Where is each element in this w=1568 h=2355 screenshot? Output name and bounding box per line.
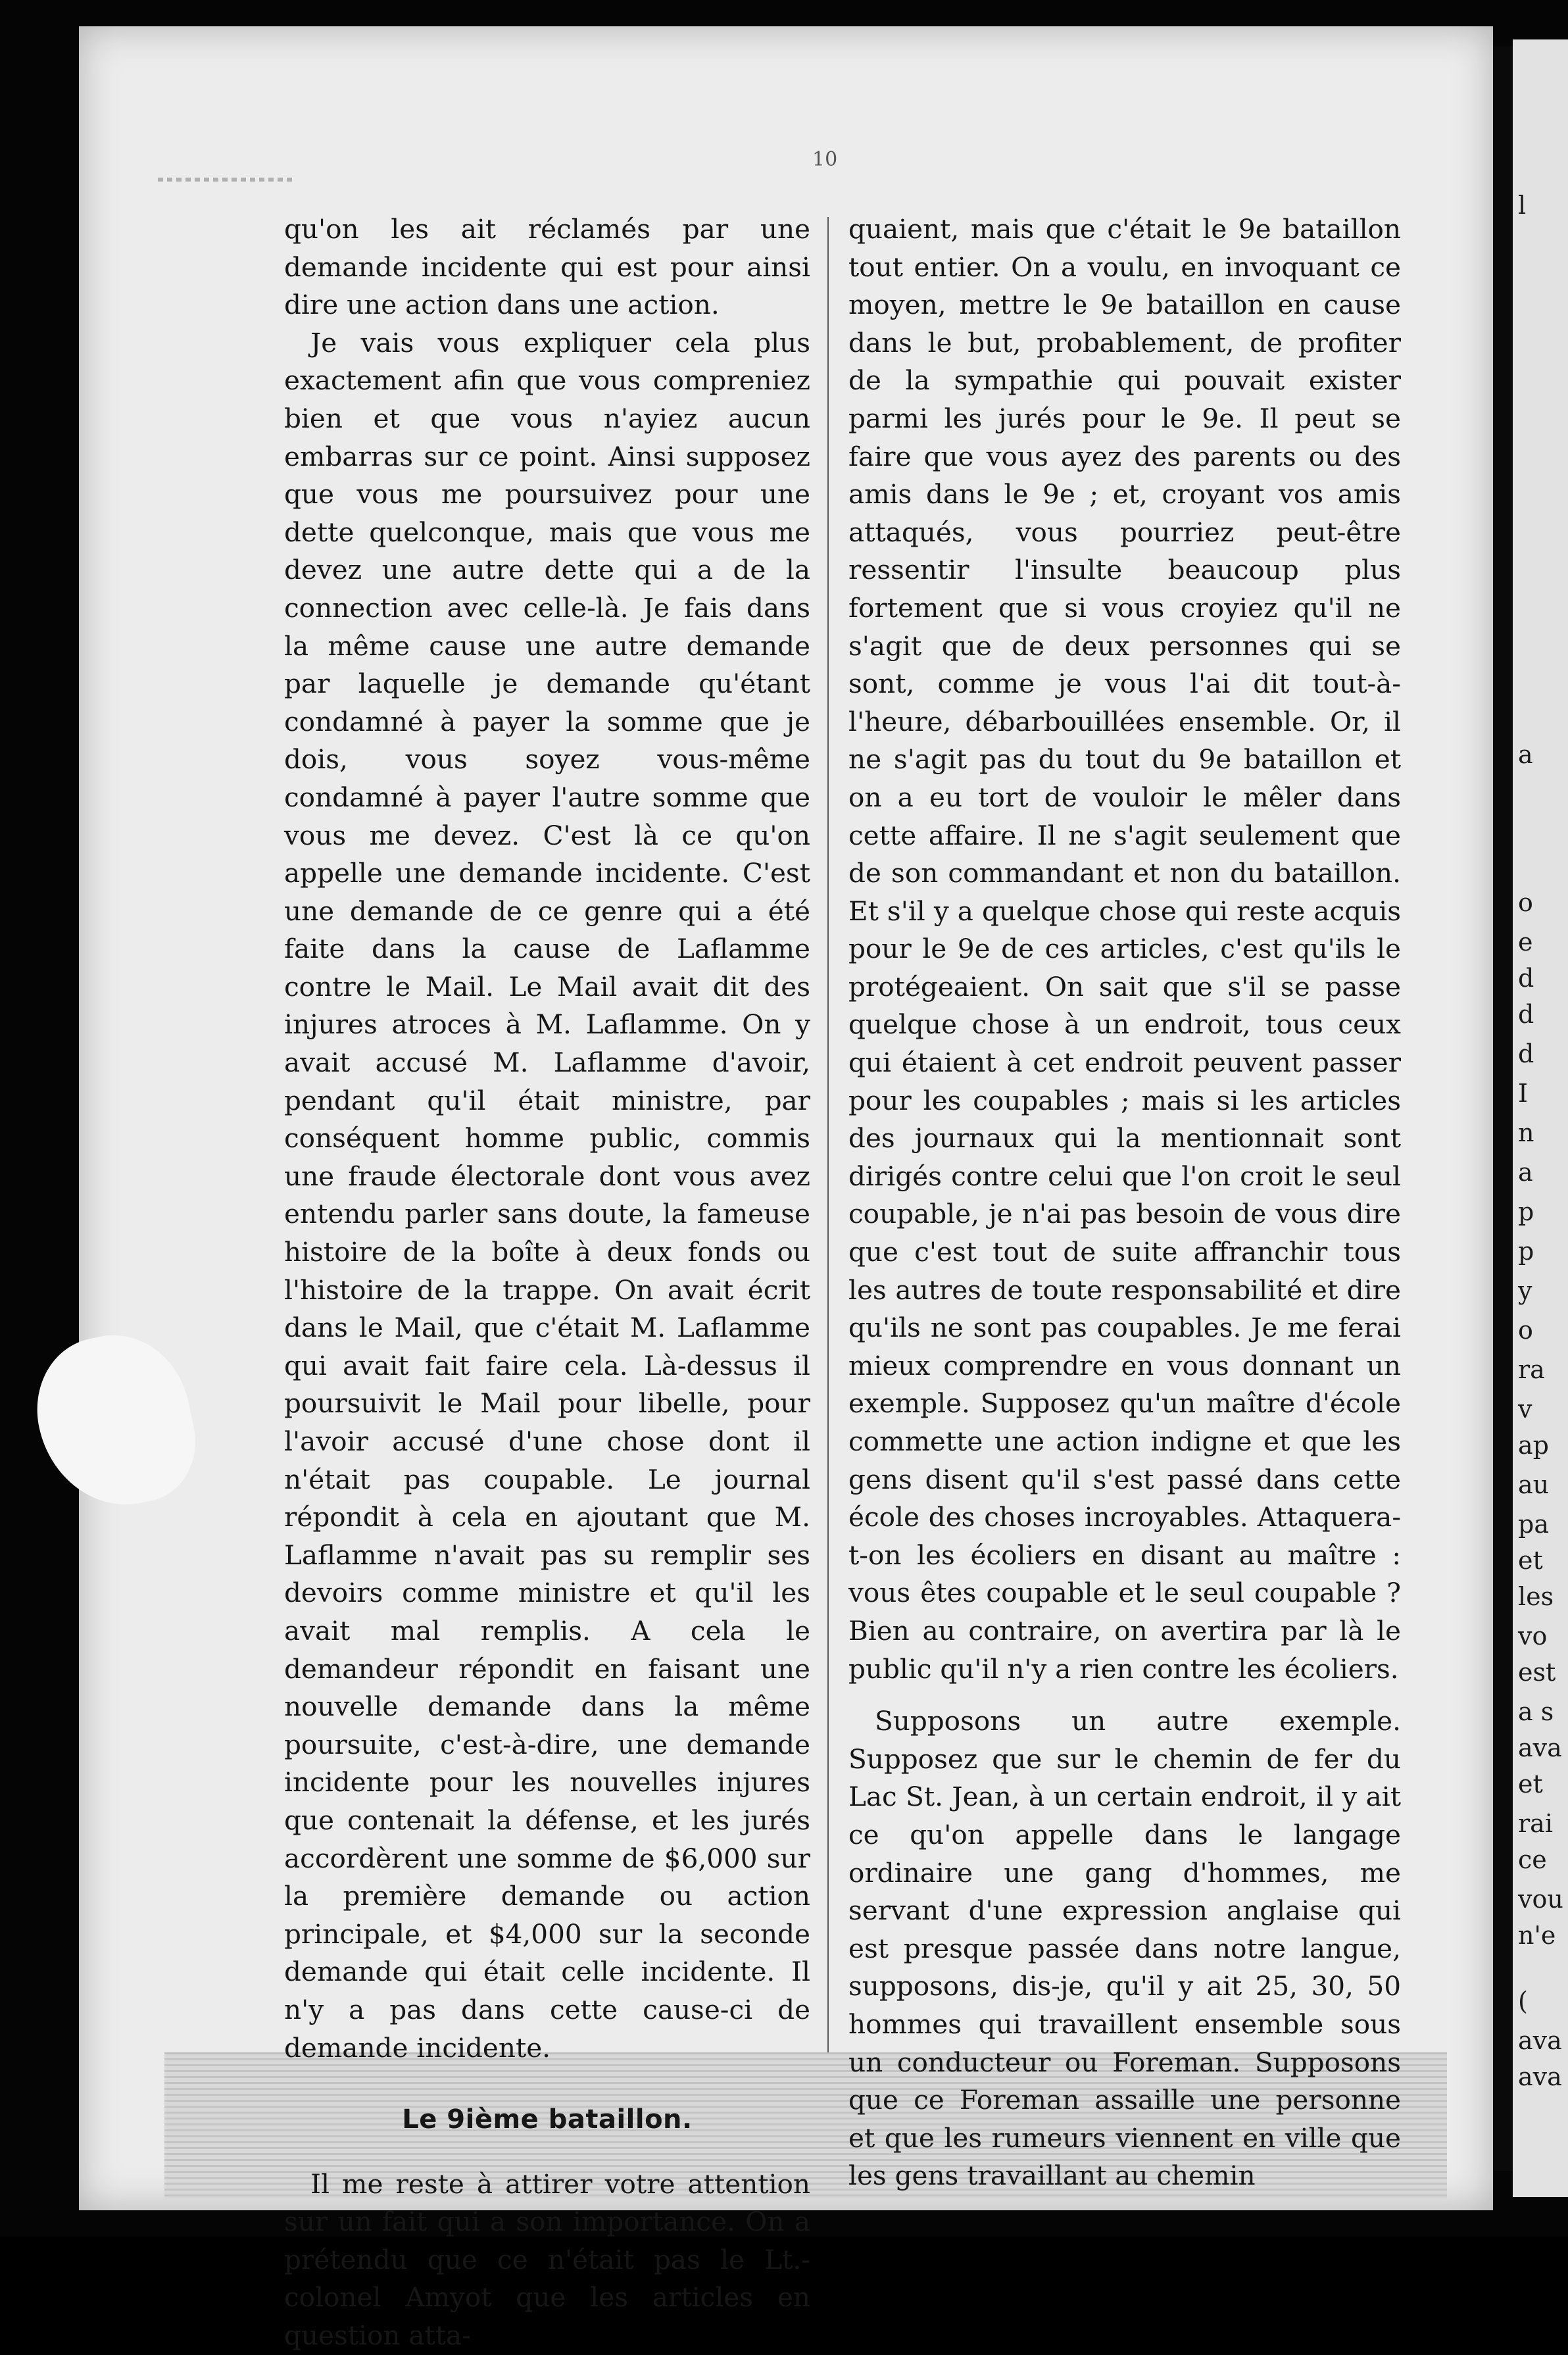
left-column bbox=[284, 211, 810, 2355]
paragraph: Je vais vous expliquer cela plus exactement afin que vous compreniez bien et que vous n'ayiez aucun embarras sur ce point. Ainsi supposez que vous me poursuivez pour une dette quelconque, mais que vous me devez une autre dette qui a de la connection avec celle-là. Je fais dans la même cause une autre demande par laquelle je demande qu'étant condamné à payer la somme que je dois, vous soyez vous-même condamné à payer l'autre somme que vous me devez. C'est là ce qu'on appelle une demande incidente. C'est une demande de ce genre qui a été faite dans la cause de Laflamme contre le Mail. Le Mail avait dit des injures atroces à M. Laflamme. On y avait accusé M. Laflamme d'avoir, pendant qu'il était ministre, par conséquent homme public, commis une fraude électorale dont vous avez entendu parler sans doute, la fameuse histoire de la boîte à deux fonds ou l'histoire de la trappe. On avait écrit dans le Mail, que c'était M. Laflamme qui avait fait faire cela. Là-dessus il poursuivit le Mail pour libelle, pour l'avoir accusé d'une chose dont il n'était pas coupable. Le journal répondit à cela en ajoutant que M. Laflamme n'avait pas su remplir ses devoirs comme ministre et qu'il les avait mal remplis. A cela le demandeur répondit en faisant une nouvelle demande dans la même poursuite, c'est-à-dire, une demande incidente pour les nouvelles injures que contenait la défense, et les jurés accordèrent une somme de $6,000 sur la première demande ou action principale, et $4,000 sur la seconde demande qui était celle incidente. Il n'y a pas dans cette cause-ci de demande incidente. bbox=[284, 326, 810, 2064]
next-page-text: n bbox=[1518, 1118, 1534, 1147]
next-page-text: d bbox=[1518, 964, 1534, 993]
column-rule bbox=[827, 217, 829, 2052]
next-page-fragment bbox=[1513, 39, 1568, 2197]
next-page-text: ava bbox=[1518, 2026, 1562, 2055]
paragraph: Supposons un autre exemple. Supposez que sur le chemin de fer du Lac St. Jean, à un certain endroit, il y ait ce qu'on appelle dans le langage ordinaire une gang d'hommes, me servant d'une expression anglaise qui est presque passée dans notre langue, supposons, dis-je, qu'il y ait 25, 30, 50 hommes qui travaillent ensemble sous un conducteur ou Foreman. Supposons que ce Foreman assaille une personne et que les rumeurs viennent en ville que les gens travaillant au chemin bbox=[848, 1705, 1401, 2192]
next-page-text: a s bbox=[1518, 1697, 1554, 1726]
margin-mark bbox=[158, 178, 296, 182]
next-page-text: p bbox=[1518, 1197, 1534, 1226]
next-page-text: o bbox=[1518, 888, 1533, 917]
next-page-text: ra bbox=[1518, 1355, 1545, 1384]
next-page-text: et bbox=[1518, 1770, 1543, 1798]
right-column bbox=[848, 211, 1401, 2195]
next-page-text: ap bbox=[1518, 1431, 1549, 1460]
binding-gutter bbox=[1493, 46, 1513, 2171]
next-page-text: e bbox=[1518, 928, 1533, 956]
page-number: 10 bbox=[812, 148, 838, 171]
next-page-text: l bbox=[1518, 191, 1527, 220]
next-page-text: rai bbox=[1518, 1809, 1553, 1838]
next-page-text: a bbox=[1518, 1158, 1533, 1187]
next-page-text: ava bbox=[1518, 2062, 1562, 2091]
next-page-text: pa bbox=[1518, 1510, 1549, 1539]
next-page-text: a bbox=[1518, 740, 1533, 769]
next-page-text: d bbox=[1518, 1039, 1534, 1068]
next-page-text: I bbox=[1518, 1079, 1529, 1108]
next-page-text: et bbox=[1518, 1546, 1543, 1575]
next-page-text: les bbox=[1518, 1582, 1554, 1611]
section-heading: Le 9ième bataillon. bbox=[402, 2104, 693, 2135]
next-page-text: ce bbox=[1518, 1845, 1547, 1874]
next-page-text: ( bbox=[1518, 1987, 1528, 2016]
next-page-text: o bbox=[1518, 1316, 1533, 1345]
next-page-text: est bbox=[1518, 1658, 1556, 1687]
next-page-text: y bbox=[1518, 1276, 1532, 1305]
next-page-text: n'e bbox=[1518, 1921, 1556, 1950]
next-page-text: vo bbox=[1518, 1622, 1548, 1650]
next-page-text: d bbox=[1518, 1000, 1534, 1029]
next-page-text: ava bbox=[1518, 1733, 1562, 1762]
next-page-text: vou bbox=[1518, 1885, 1563, 1914]
next-page-text: p bbox=[1518, 1237, 1534, 1266]
next-page-text: v bbox=[1518, 1395, 1532, 1424]
next-page-text: au bbox=[1518, 1470, 1550, 1499]
paragraph: quaient, mais que c'était le 9e bataillon tout entier. On a voulu, en invoquant ce moyen, mettre le 9e bataillon en cause dans le but, probablement, de profiter de la sympathie qui pouvait exister parmi les jurés pour le 9e. Il peut se faire que vous ayez des parents ou des amis dans le 9e ; et, croyant vos amis attaqués, vous pourriez peut-être ressentir l'insulte beaucoup plus fortement que si vous croyiez qu'il ne s'agit que de deux personnes qui se sont, comme je vous l'ai dit tout-à-l'heure, débarbouillées ensemble. Or, il ne s'agit pas du tout du 9e bataillon et on a eu tort de vouloir le mêler dans cette affaire. Il ne s'agit seulement que de son commandant et non du bataillon. Et s'il y a quelque chose qui reste acquis pour le 9e de ces articles, c'est qu'ils le protégeaient. On sait que s'il se passe quelque chose à un endroit, tous ceux qui étaient à cet endroit peuvent passer pour les coupables ; mais si les articles des journaux qui la mentionnait sont dirigés contre celui que l'on croit le seul coupable, je n'ai pas besoin de vous dire que c'est tout de suite affranchir tous les autres de toute responsabilité et dire qu'ils ne sont pas coupables. Je me ferai mieux comprendre en vous donnant un exemple. Supposez qu'un maître d'école commette une action indigne et que les gens disent qu'il s'est passé dans cette école des choses incroyables. Attaquera-t-on les écoliers en disant au maître : vous êtes coupable et le seul coupable ? Bien au contraire, on avertira par là le public qu'il n'y a rien contre les écoliers. bbox=[848, 213, 1401, 1685]
paragraph: Il me reste à attirer votre attention sur un fait qui a son importance. On a prétendu que ce n'était pas le Lt.-colonel Amyot que les articles en question atta- bbox=[284, 2168, 810, 2352]
paragraph: qu'on les ait réclamés par une demande incidente qui est pour ainsi dire une action dans une action. bbox=[284, 213, 810, 321]
